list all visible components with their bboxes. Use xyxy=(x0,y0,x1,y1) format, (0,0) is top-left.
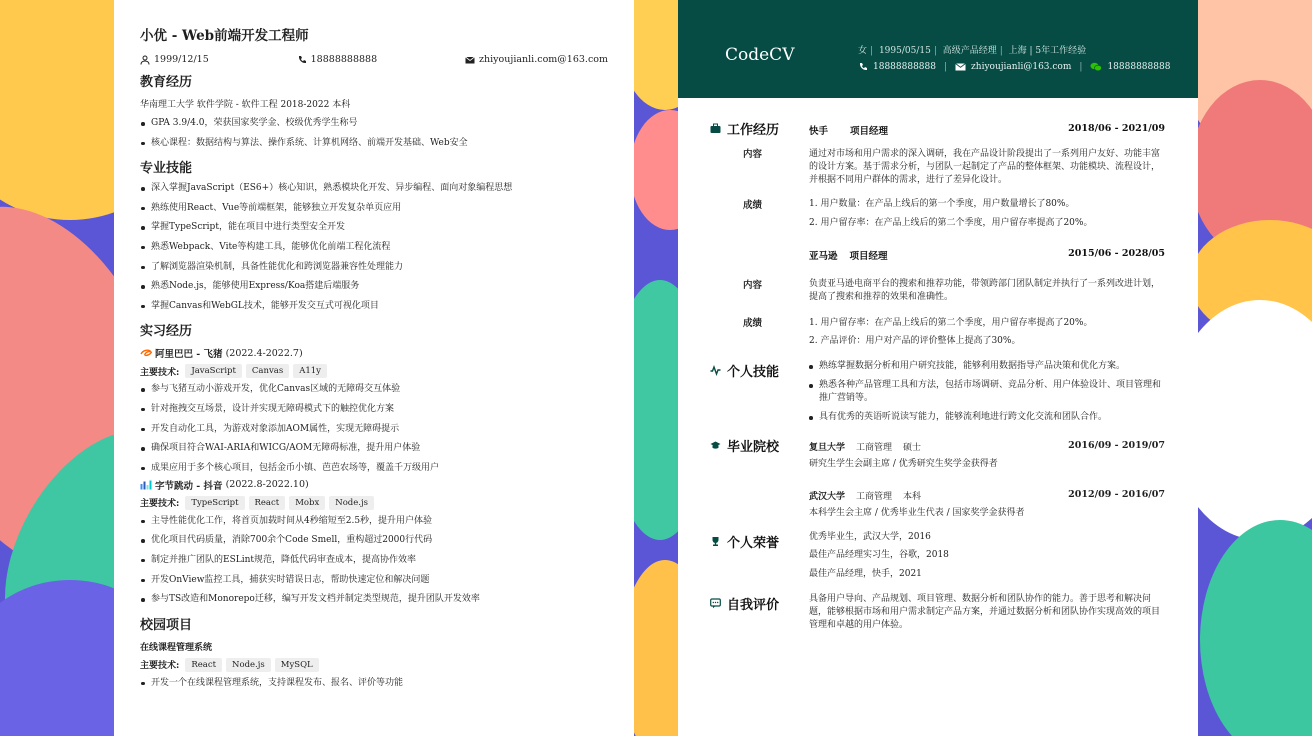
job-result: 2. 产品评价：用户对产品的评价整体上提高了30%。 xyxy=(809,336,1021,346)
tech-tag: Node.js xyxy=(226,658,271,672)
company-name: 快手 xyxy=(809,126,829,137)
comment-icon xyxy=(710,598,721,609)
gender: 女 xyxy=(858,46,868,56)
job-result: 2. 用户留存率：在产品上线后的第二个季度，用户留存率提高了20%。 xyxy=(809,218,1093,228)
tech-label: 主要技术: xyxy=(140,499,180,510)
result-label: 成绩 xyxy=(743,318,763,329)
list-item: 制定并推广团队的ESLint规范，降低代码审查成本，提高协作效率 xyxy=(140,555,608,566)
self-eval-text: 具备用户导向、产品规划、项目管理、数据分析和团队协作的能力。善于思考和解决问题，能够根据市场和用户需求制定产品方案，并通过数据分析和团队协作实现高效的项目管理和卓越的用户体验。 xyxy=(809,594,1161,630)
location-experience: 上海 | 5年工作经验 xyxy=(1008,46,1087,56)
alibaba-logo-icon xyxy=(140,348,152,358)
education-list xyxy=(140,118,608,149)
phone-number: 18888888888 xyxy=(310,54,378,65)
skills-list xyxy=(809,360,1165,430)
school-name: 复旦大学 xyxy=(809,443,846,453)
skills-heading: 专业技能 xyxy=(140,161,193,177)
list-item: 开发OnView监控工具，捕获实时错误日志，帮助快速定位和解决问题 xyxy=(140,575,608,586)
major: 工商管理 xyxy=(856,492,893,502)
honor-item: 最佳产品经理实习生，谷歌，2018 xyxy=(809,550,949,560)
tech-tag: React xyxy=(249,496,286,510)
self-eval-heading xyxy=(710,594,779,613)
job-amazon xyxy=(809,248,1165,262)
job-content: 负责亚马逊电商平台的搜索和推荐功能，带领跨部门团队制定并执行了一系列改进计划，提高了搜索和推荐的效果和准确性。 xyxy=(809,279,1161,302)
list-item: 确保项目符合WAI-ARIA和WICG/AOM无障碍标准，提升用户体验 xyxy=(140,443,608,454)
list-item: 熟悉Webpack、Vite等构建工具，能够优化前端工程化流程 xyxy=(140,242,608,253)
contact-row xyxy=(140,54,608,65)
major: 工商管理 xyxy=(856,443,893,453)
job-role: 项目经理 xyxy=(850,126,889,137)
list-item: 优化项目代码质量，消除700余个Code Smell，重构超过2000行代码 xyxy=(140,535,608,546)
resume-name-title: 小优 - Web前端开发工程师 xyxy=(140,28,309,44)
tech-label: 主要技术: xyxy=(140,367,180,378)
list-item: 掌握Canvas和WebGL技术，能够开发交互式可视化项目 xyxy=(140,301,608,312)
skills-list xyxy=(140,183,608,312)
profile-meta: 女 | 1995/05/15 | 高级产品经理 | 上海 | 5年工作经验 xyxy=(858,46,1087,56)
intern-org-alibaba xyxy=(140,346,608,360)
list-item: 熟悉Node.js，能够使用Express/Koa搭建后端服务 xyxy=(140,281,608,292)
tech-label: 主要技术: xyxy=(140,661,180,672)
list-item: 熟练掌握数据分析和用户研究技能，能够利用数据指导产品决策和优化方案。 xyxy=(809,360,1165,373)
job-period: 2018/06 - 2021/09 xyxy=(1068,123,1165,134)
list-item: 成果应用于多个核心项目，包括金币小镇、芭芭农场等，覆盖千万级用户 xyxy=(140,463,608,474)
tech-tag: MySQL xyxy=(275,658,319,672)
school-line: 华南理工大学 软件学院 - 软件工程 2018-2022 本科 xyxy=(140,100,351,110)
education-item xyxy=(809,489,1165,502)
org-period: (2022.4-2022.7) xyxy=(225,347,303,359)
wechat-id: 18888888888 xyxy=(1107,62,1171,72)
tech-tag: JavaScript xyxy=(185,364,242,378)
brand-logo: CodeCV xyxy=(725,45,795,65)
email-address[interactable]: zhiyoujianli.com@163.com xyxy=(479,54,608,65)
section-title: 毕业院校 xyxy=(727,440,780,455)
edu-note: 本科学生会主席 / 优秀毕业生代表 / 国家奖学金获得者 xyxy=(809,508,1025,518)
edu-note: 研究生学生会副主席 / 优秀研究生奖学金获得者 xyxy=(809,459,998,469)
job-content: 通过对市场和用户需求的深入调研，我在产品设计阶段提出了一系列用户友好、功能丰富的设计方案。基于需求分析，与团队一起制定了产品的整体框架、功能模块、流程设计，并根据不同用户群体的需求，进行了差异化设计。 xyxy=(809,149,1161,185)
mail-icon xyxy=(955,62,966,72)
list-item: 核心课程：数据结构与算法、操作系统、计算机网络、前端开发基础、Web安全 xyxy=(140,138,608,149)
job-kuaishou xyxy=(809,123,1165,137)
list-item: 针对拖拽交互场景，设计并实现无障碍模式下的触控优化方案 xyxy=(140,404,608,415)
list-item: 熟悉各种产品管理工具和方法，包括市场调研、竞品分析、用户体验设计、项目管理和推广营销等。 xyxy=(809,379,1165,405)
birth-date: 1999/12/15 xyxy=(154,54,209,65)
trophy-icon xyxy=(710,536,721,547)
person-icon xyxy=(140,55,150,65)
section-title: 自我评价 xyxy=(727,598,780,613)
phone-icon xyxy=(297,55,307,65)
wechat-icon xyxy=(1090,62,1102,72)
job-period: 2015/06 - 2028/05 xyxy=(1068,248,1165,259)
edu-period: 2016/09 - 2019/07 xyxy=(1068,440,1165,451)
honor-item: 最佳产品经理，快手，2021 xyxy=(809,569,922,579)
list-item: 熟练使用React、Vue等前端框架，能够独立开发复杂单页应用 xyxy=(140,203,608,214)
tech-tags xyxy=(140,364,608,378)
section-title: 个人荣誉 xyxy=(727,536,780,551)
tech-tags xyxy=(140,658,608,672)
campus-list xyxy=(140,678,608,689)
resume-right[interactable] xyxy=(678,0,1198,736)
mail-icon xyxy=(465,55,475,65)
list-item: 主导性能优化工作，将首页加载时间从4秒缩短至2.5秒，提升用户体验 xyxy=(140,516,608,527)
contact-meta: 18888888888 | zhiyoujianli@163.com | 18888888888 xyxy=(858,62,1170,72)
phone-number: 18888888888 xyxy=(873,62,936,72)
resume-header xyxy=(678,0,1198,98)
tech-tag: TypeScript xyxy=(185,496,244,510)
company-name: 亚马逊 xyxy=(809,251,838,262)
list-item: 掌握TypeScript，能在项目中进行类型安全开发 xyxy=(140,222,608,233)
school-name: 武汉大学 xyxy=(809,492,846,502)
bytedance-logo-icon xyxy=(140,480,152,490)
list-item: 开发自动化工具，为游戏对象添加AOM属性，实现无障碍提示 xyxy=(140,424,608,435)
section-title: 个人技能 xyxy=(727,365,780,380)
degree: 本科 xyxy=(903,492,922,502)
job-role: 项目经理 xyxy=(849,251,888,262)
list-item: 了解浏览器渲染机制，具备性能优化和跨浏览器兼容性处理能力 xyxy=(140,262,608,273)
education-heading: 教育经历 xyxy=(140,75,193,90)
list-item: 具有优秀的英语听说读写能力，能够流利地进行跨文化交流和团队合作。 xyxy=(809,411,1165,424)
list-item: 深入掌握JavaScript（ES6+）核心知识，熟悉模块化开发、异步编程、面向对象编程思想 xyxy=(140,183,608,194)
education-item xyxy=(809,440,1165,453)
result-label: 成绩 xyxy=(743,200,763,211)
degree: 硕士 xyxy=(903,443,922,453)
org-name: 字节跳动 - 抖音 xyxy=(155,480,223,492)
content-label: 内容 xyxy=(743,149,763,160)
edu-period: 2012/09 - 2016/07 xyxy=(1068,489,1165,500)
resume-left[interactable] xyxy=(114,0,634,736)
work-heading xyxy=(710,119,779,138)
campus-project-title: 在线课程管理系统 xyxy=(140,642,213,653)
phone-icon xyxy=(858,62,868,72)
list-item: GPA 3.9/4.0，荣获国家奖学金、校级优秀学生称号 xyxy=(140,118,608,129)
tech-tag: React xyxy=(185,658,222,672)
birth-date: 1995/05/15 xyxy=(878,46,931,56)
briefcase-icon xyxy=(710,123,721,134)
job-title: 高级产品经理 xyxy=(942,46,997,56)
honor-item: 优秀毕业生，武汉大学，2016 xyxy=(809,532,931,542)
intern-heading: 实习经历 xyxy=(140,324,193,340)
tech-tags xyxy=(140,496,608,510)
content-label: 内容 xyxy=(743,280,763,291)
activity-icon xyxy=(710,365,721,376)
job-result: 1. 用户数量：在产品上线后的第一个季度，用户数量增长了80%。 xyxy=(809,199,1075,209)
tech-tag: Mobx xyxy=(289,496,325,510)
job-result: 1. 用户留存率：在产品上线后的第二个季度，用户留存率提高了20%。 xyxy=(809,318,1093,328)
tech-tag: Canvas xyxy=(246,364,289,378)
graduation-cap-icon xyxy=(710,440,721,451)
section-title: 工作经历 xyxy=(727,123,780,138)
education-heading xyxy=(710,436,779,455)
honors-heading xyxy=(710,532,779,551)
campus-heading: 校园项目 xyxy=(140,617,193,633)
list-item: 开发一个在线课程管理系统，支持课程发布、报名、评价等功能 xyxy=(140,678,608,689)
org-name: 阿里巴巴 - 飞猪 xyxy=(155,349,223,361)
list-item: 参与飞猪互动小游戏开发，优化Canvas区域的无障碍交互体验 xyxy=(140,384,608,395)
intern-org-bytedance xyxy=(140,478,608,492)
intern-list-bytedance xyxy=(140,516,608,605)
tech-tag: Node.js xyxy=(329,496,374,510)
tech-tag: A11y xyxy=(293,364,327,378)
skills-heading xyxy=(710,361,779,380)
email-address[interactable]: zhiyoujianli@163.com xyxy=(971,62,1072,72)
list-item: 参与TS改造和Monorepo迁移，编写开发文档并制定类型规范，提升团队开发效率 xyxy=(140,594,608,605)
intern-list-alibaba xyxy=(140,384,608,473)
org-period: (2022.8-2022.10) xyxy=(225,479,309,491)
